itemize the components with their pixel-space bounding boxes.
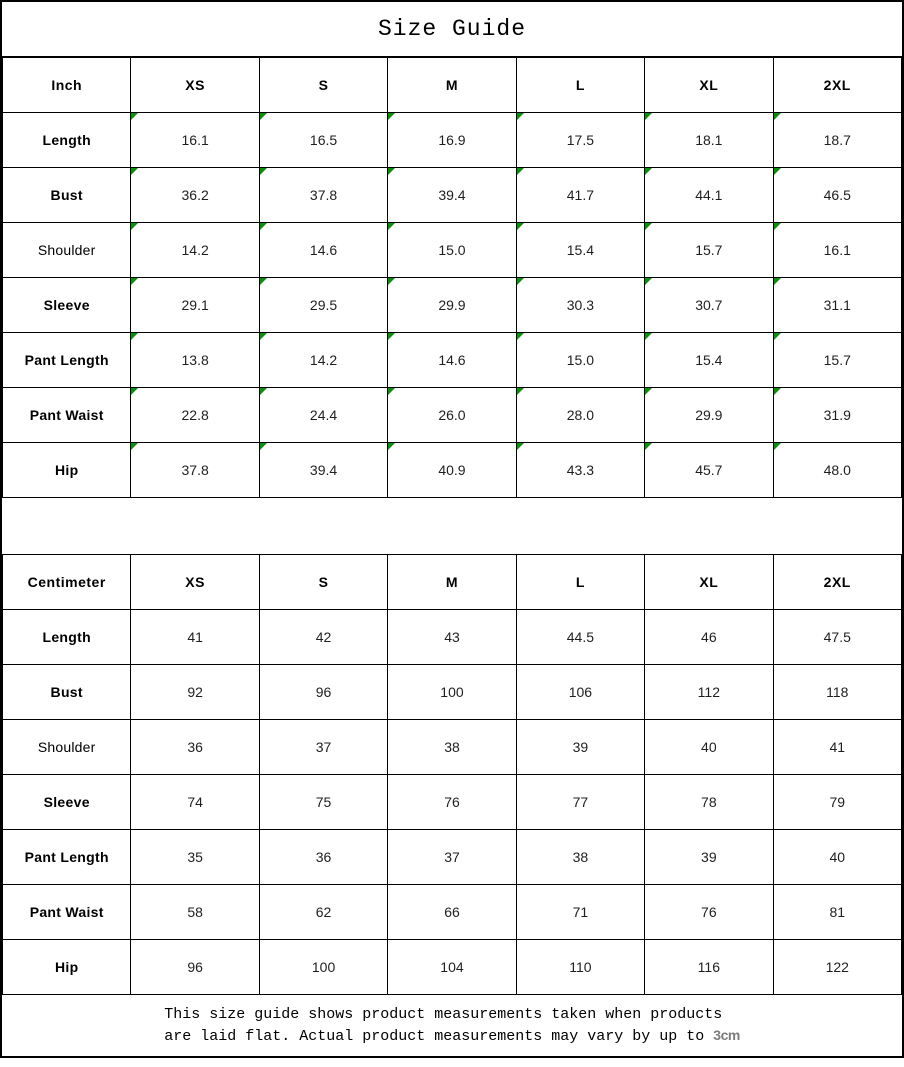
value-cell: 46 [645, 610, 773, 665]
size-header-cell: 2XL [773, 555, 901, 610]
value-cell: 104 [388, 940, 516, 995]
cell-corner-flag-icon [388, 223, 395, 230]
value-cell: 37.8 [131, 443, 259, 498]
table-row [3, 940, 902, 995]
value-cell: 118 [773, 665, 901, 720]
cell-corner-flag-icon [517, 333, 524, 340]
cell-corner-flag-icon [517, 278, 524, 285]
size-header-cell: 2XL [773, 58, 901, 113]
cell-corner-flag-icon [774, 388, 781, 395]
value-cell: 100 [259, 940, 387, 995]
value-cell: 122 [773, 940, 901, 995]
value-cell: 39 [516, 720, 644, 775]
row-label-cell: Length [3, 113, 131, 168]
table-spacer [2, 498, 902, 554]
cell-corner-flag-icon [131, 168, 138, 175]
value-cell: 15.0 [516, 333, 644, 388]
table-row [3, 885, 902, 940]
cell-corner-flag-icon [517, 443, 524, 450]
value-cell: 17.5 [516, 113, 644, 168]
row-label-cell: Shoulder [3, 223, 131, 278]
cell-corner-flag-icon [645, 388, 652, 395]
size-header-cell: M [388, 555, 516, 610]
value-cell: 16.1 [773, 223, 901, 278]
value-cell: 37.8 [259, 168, 387, 223]
value-cell: 36 [131, 720, 259, 775]
table-row [3, 113, 902, 168]
row-label-cell: Length [3, 610, 131, 665]
cell-corner-flag-icon [260, 113, 267, 120]
value-cell: 29.5 [259, 278, 387, 333]
size-header-cell: L [516, 555, 644, 610]
footer-line1: This size guide shows product measurements taken when products [164, 1005, 723, 1023]
footer-line2: are laid flat. Actual product measurements may vary by up to [164, 1027, 714, 1045]
row-label-cell: Sleeve [3, 775, 131, 830]
row-label-cell: Pant Length [3, 830, 131, 885]
cell-corner-flag-icon [517, 113, 524, 120]
value-cell: 40.9 [388, 443, 516, 498]
value-cell: 29.9 [388, 278, 516, 333]
value-cell: 62 [259, 885, 387, 940]
value-cell: 39.4 [388, 168, 516, 223]
size-table-header-row [3, 58, 902, 113]
value-cell: 15.7 [645, 223, 773, 278]
cell-corner-flag-icon [517, 223, 524, 230]
value-cell: 37 [259, 720, 387, 775]
value-cell: 14.2 [131, 223, 259, 278]
footer-note [164, 1005, 740, 1047]
value-cell: 43 [388, 610, 516, 665]
cell-corner-flag-icon [517, 168, 524, 175]
cell-corner-flag-icon [260, 388, 267, 395]
value-cell: 31.1 [773, 278, 901, 333]
value-cell: 14.6 [259, 223, 387, 278]
cell-corner-flag-icon [388, 333, 395, 340]
value-cell: 39.4 [259, 443, 387, 498]
value-cell: 92 [131, 665, 259, 720]
value-cell: 16.5 [259, 113, 387, 168]
value-cell: 14.2 [259, 333, 387, 388]
size-header-cell: XL [645, 58, 773, 113]
cell-corner-flag-icon [131, 113, 138, 120]
cell-corner-flag-icon [260, 278, 267, 285]
value-cell: 110 [516, 940, 644, 995]
cell-corner-flag-icon [388, 113, 395, 120]
footer-tolerance-value: 3cm [713, 1026, 740, 1043]
table-row [3, 278, 902, 333]
value-cell: 76 [645, 885, 773, 940]
inch-size-table [2, 57, 902, 498]
cell-corner-flag-icon [517, 388, 524, 395]
value-cell: 39 [645, 830, 773, 885]
value-cell: 78 [645, 775, 773, 830]
size-header-cell: XS [131, 58, 259, 113]
cell-corner-flag-icon [388, 388, 395, 395]
value-cell: 75 [259, 775, 387, 830]
value-cell: 26.0 [388, 388, 516, 443]
value-cell: 38 [516, 830, 644, 885]
row-label-cell: Pant Waist [3, 885, 131, 940]
table-row [3, 665, 902, 720]
value-cell: 31.9 [773, 388, 901, 443]
cell-corner-flag-icon [645, 278, 652, 285]
cell-corner-flag-icon [260, 223, 267, 230]
cell-corner-flag-icon [131, 333, 138, 340]
value-cell: 46.5 [773, 168, 901, 223]
cell-corner-flag-icon [260, 333, 267, 340]
cell-corner-flag-icon [388, 278, 395, 285]
size-header-cell: XS [131, 555, 259, 610]
value-cell: 44.1 [645, 168, 773, 223]
value-cell: 76 [388, 775, 516, 830]
value-cell: 112 [645, 665, 773, 720]
cell-corner-flag-icon [774, 223, 781, 230]
row-label-cell: Pant Waist [3, 388, 131, 443]
value-cell: 100 [388, 665, 516, 720]
value-cell: 66 [388, 885, 516, 940]
value-cell: 116 [645, 940, 773, 995]
value-cell: 18.1 [645, 113, 773, 168]
value-cell: 74 [131, 775, 259, 830]
value-cell: 81 [773, 885, 901, 940]
size-header-cell: S [259, 555, 387, 610]
value-cell: 29.1 [131, 278, 259, 333]
value-cell: 13.8 [131, 333, 259, 388]
value-cell: 30.7 [645, 278, 773, 333]
footer-row [2, 995, 902, 1056]
value-cell: 41 [131, 610, 259, 665]
cell-corner-flag-icon [388, 168, 395, 175]
cell-corner-flag-icon [131, 443, 138, 450]
value-cell: 42 [259, 610, 387, 665]
cell-corner-flag-icon [774, 278, 781, 285]
title-row [2, 2, 902, 57]
cell-corner-flag-icon [260, 443, 267, 450]
cell-corner-flag-icon [131, 223, 138, 230]
value-cell: 37 [388, 830, 516, 885]
table-row [3, 830, 902, 885]
unit-header-cell: Inch [3, 58, 131, 113]
table-row [3, 223, 902, 278]
value-cell: 58 [131, 885, 259, 940]
value-cell: 40 [645, 720, 773, 775]
table-row [3, 333, 902, 388]
row-label-cell: Shoulder [3, 720, 131, 775]
value-cell: 45.7 [645, 443, 773, 498]
row-label-cell: Bust [3, 665, 131, 720]
value-cell: 15.7 [773, 333, 901, 388]
table-row [3, 775, 902, 830]
unit-header-cell: Centimeter [3, 555, 131, 610]
value-cell: 43.3 [516, 443, 644, 498]
value-cell: 96 [259, 665, 387, 720]
table-row [3, 443, 902, 498]
size-header-cell: M [388, 58, 516, 113]
value-cell: 15.0 [388, 223, 516, 278]
size-table-header-row [3, 555, 902, 610]
value-cell: 77 [516, 775, 644, 830]
value-cell: 106 [516, 665, 644, 720]
cell-corner-flag-icon [774, 168, 781, 175]
table-row [3, 720, 902, 775]
row-label-cell: Hip [3, 443, 131, 498]
cell-corner-flag-icon [131, 278, 138, 285]
value-cell: 96 [131, 940, 259, 995]
cell-corner-flag-icon [645, 168, 652, 175]
value-cell: 41.7 [516, 168, 644, 223]
value-cell: 79 [773, 775, 901, 830]
value-cell: 16.9 [388, 113, 516, 168]
value-cell: 36 [259, 830, 387, 885]
value-cell: 14.6 [388, 333, 516, 388]
cell-corner-flag-icon [645, 443, 652, 450]
value-cell: 71 [516, 885, 644, 940]
size-header-cell: L [516, 58, 644, 113]
cell-corner-flag-icon [774, 333, 781, 340]
value-cell: 28.0 [516, 388, 644, 443]
cell-corner-flag-icon [774, 443, 781, 450]
cell-corner-flag-icon [131, 388, 138, 395]
cell-corner-flag-icon [645, 113, 652, 120]
row-label-cell: Sleeve [3, 278, 131, 333]
cell-corner-flag-icon [388, 443, 395, 450]
value-cell: 44.5 [516, 610, 644, 665]
value-cell: 24.4 [259, 388, 387, 443]
value-cell: 29.9 [645, 388, 773, 443]
size-header-cell: XL [645, 555, 773, 610]
value-cell: 36.2 [131, 168, 259, 223]
value-cell: 16.1 [131, 113, 259, 168]
row-label-cell: Bust [3, 168, 131, 223]
cell-corner-flag-icon [645, 333, 652, 340]
cell-corner-flag-icon [260, 168, 267, 175]
value-cell: 41 [773, 720, 901, 775]
size-header-cell: S [259, 58, 387, 113]
table-row [3, 168, 902, 223]
value-cell: 15.4 [645, 333, 773, 388]
cell-corner-flag-icon [774, 113, 781, 120]
page-title: Size Guide [377, 16, 527, 42]
value-cell: 40 [773, 830, 901, 885]
cell-corner-flag-icon [645, 223, 652, 230]
row-label-cell: Pant Length [3, 333, 131, 388]
table-row [3, 610, 902, 665]
value-cell: 30.3 [516, 278, 644, 333]
value-cell: 38 [388, 720, 516, 775]
table-row [3, 388, 902, 443]
value-cell: 22.8 [131, 388, 259, 443]
value-cell: 47.5 [773, 610, 901, 665]
row-label-cell: Hip [3, 940, 131, 995]
value-cell: 35 [131, 830, 259, 885]
value-cell: 15.4 [516, 223, 644, 278]
value-cell: 48.0 [773, 443, 901, 498]
centimeter-size-table [2, 554, 902, 995]
value-cell: 18.7 [773, 113, 901, 168]
